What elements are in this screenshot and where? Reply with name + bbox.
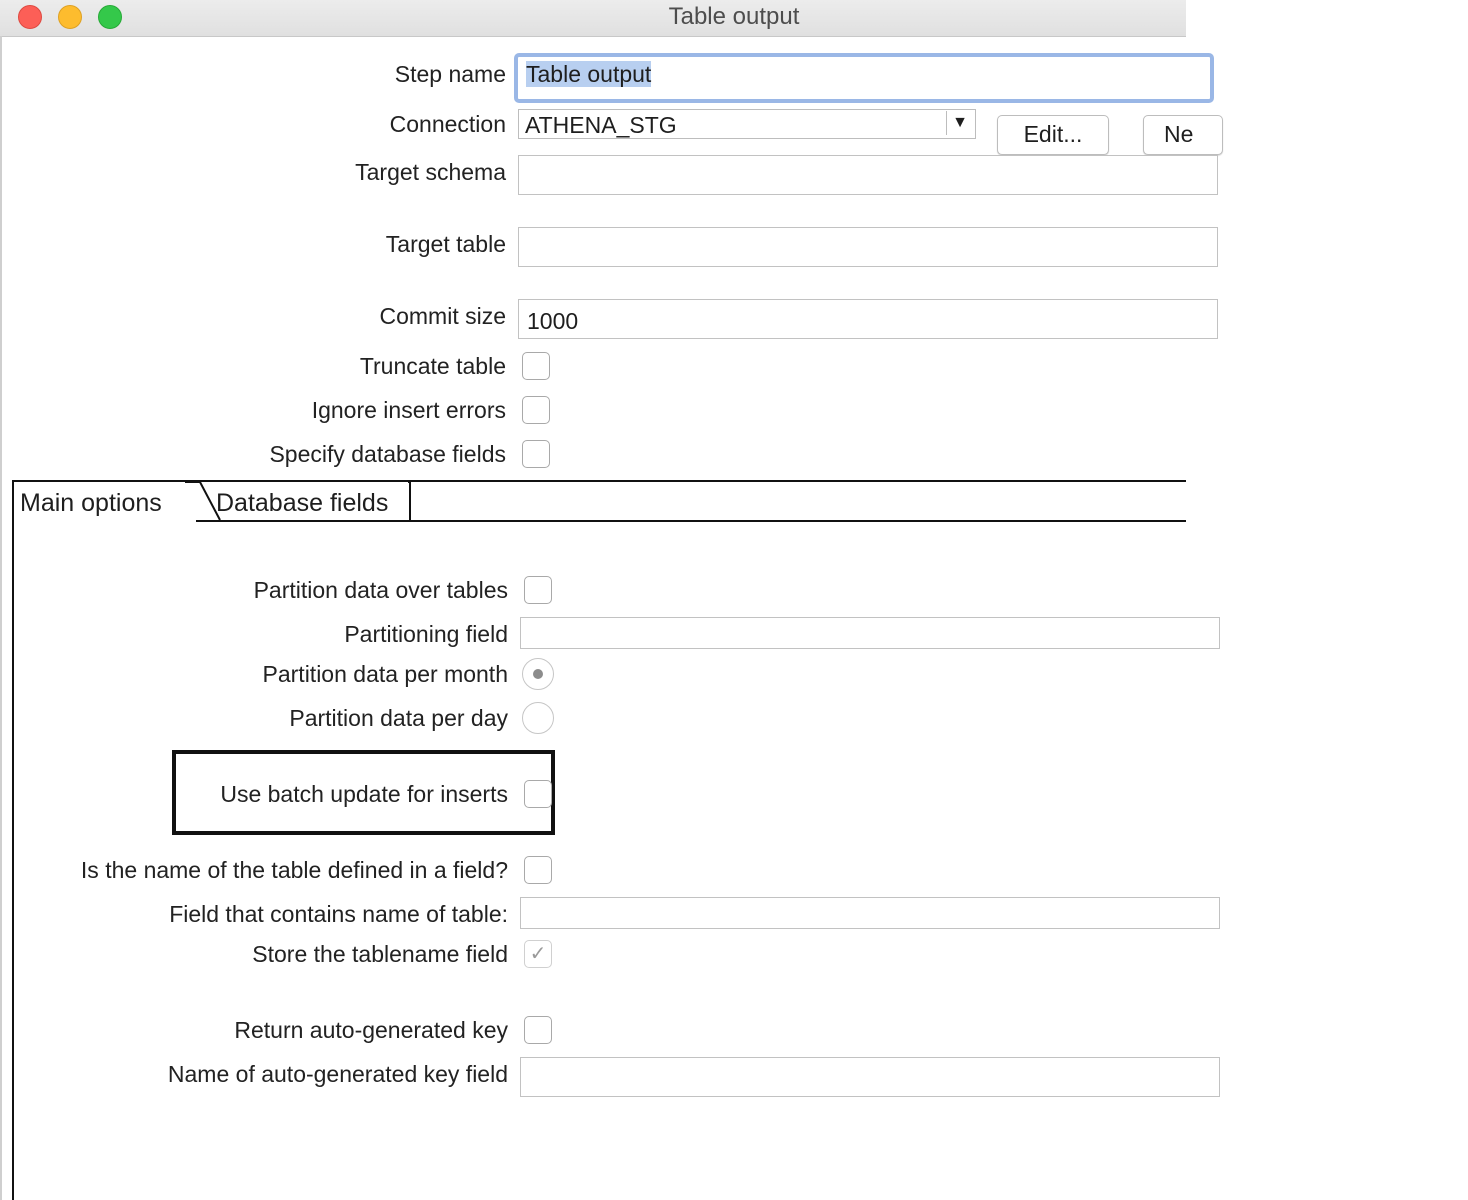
checkmark-icon: ✓	[529, 943, 547, 965]
ignore-insert-errors-label: Ignore insert errors	[311, 397, 506, 423]
edit-connection-button[interactable]: Edit...	[997, 115, 1109, 155]
step-name-value: Table output	[526, 61, 652, 87]
field-with-table-name-label: Field that contains name of table:	[169, 901, 508, 927]
partition-per-day-radio[interactable]	[522, 702, 554, 734]
store-tablename-field-checkbox[interactable]	[524, 940, 552, 968]
target-table-label: Target table	[385, 231, 506, 257]
auto-key-field-name-label: Name of auto-generated key field	[167, 1061, 508, 1087]
step-name-label: Step name	[394, 61, 506, 87]
auto-key-field-name-input[interactable]	[520, 1057, 1220, 1097]
step-name-input[interactable]	[514, 53, 1214, 103]
window-title: Table output	[668, 3, 800, 30]
tab-panel-left-border	[12, 480, 14, 1200]
radio-selected-dot	[533, 669, 543, 679]
commit-size-input[interactable]: 1000	[518, 299, 1218, 339]
connection-select[interactable]	[518, 109, 976, 139]
partitioning-field-label: Partitioning field	[344, 621, 508, 647]
batch-update-label: Use batch update for inserts	[220, 781, 508, 807]
connection-value: ATHENA_STG	[525, 112, 677, 138]
partition-per-month-radio[interactable]	[522, 658, 554, 690]
ignore-insert-errors-checkbox[interactable]	[522, 396, 550, 424]
table-name-in-field-label: Is the name of the table defined in a field?	[80, 857, 508, 883]
commit-size-label: Commit size	[379, 303, 506, 329]
target-schema-label: Target schema	[355, 159, 506, 185]
field-with-table-name-input[interactable]	[520, 897, 1220, 929]
table-name-in-field-checkbox[interactable]	[524, 856, 552, 884]
truncate-table-label: Truncate table	[359, 353, 506, 379]
truncate-table-checkbox[interactable]	[522, 352, 550, 380]
batch-update-checkbox[interactable]	[524, 780, 552, 808]
specify-db-fields-checkbox[interactable]	[522, 440, 550, 468]
tab-database-fields[interactable]: Database fields	[216, 489, 389, 517]
partition-per-day-label: Partition data per day	[289, 705, 508, 731]
target-schema-input[interactable]	[518, 155, 1218, 195]
target-table-input[interactable]	[518, 227, 1218, 267]
partition-over-tables-label: Partition data over tables	[253, 577, 508, 603]
new-connection-button[interactable]: Ne	[1143, 115, 1223, 155]
tab-main-options[interactable]: Main options	[20, 489, 162, 517]
chevron-down-icon[interactable]: ▼	[946, 111, 973, 135]
return-auto-key-checkbox[interactable]	[524, 1016, 552, 1044]
connection-label: Connection	[389, 111, 506, 137]
partition-over-tables-checkbox[interactable]	[524, 576, 552, 604]
specify-db-fields-label: Specify database fields	[269, 441, 506, 467]
return-auto-key-label: Return auto-generated key	[234, 1017, 508, 1043]
store-tablename-field-label: Store the tablename field	[252, 941, 508, 967]
partition-per-month-label: Partition data per month	[262, 661, 508, 687]
title-bar	[0, 0, 1186, 37]
window-left-edge	[0, 36, 2, 1200]
partitioning-field-input[interactable]	[520, 617, 1220, 649]
